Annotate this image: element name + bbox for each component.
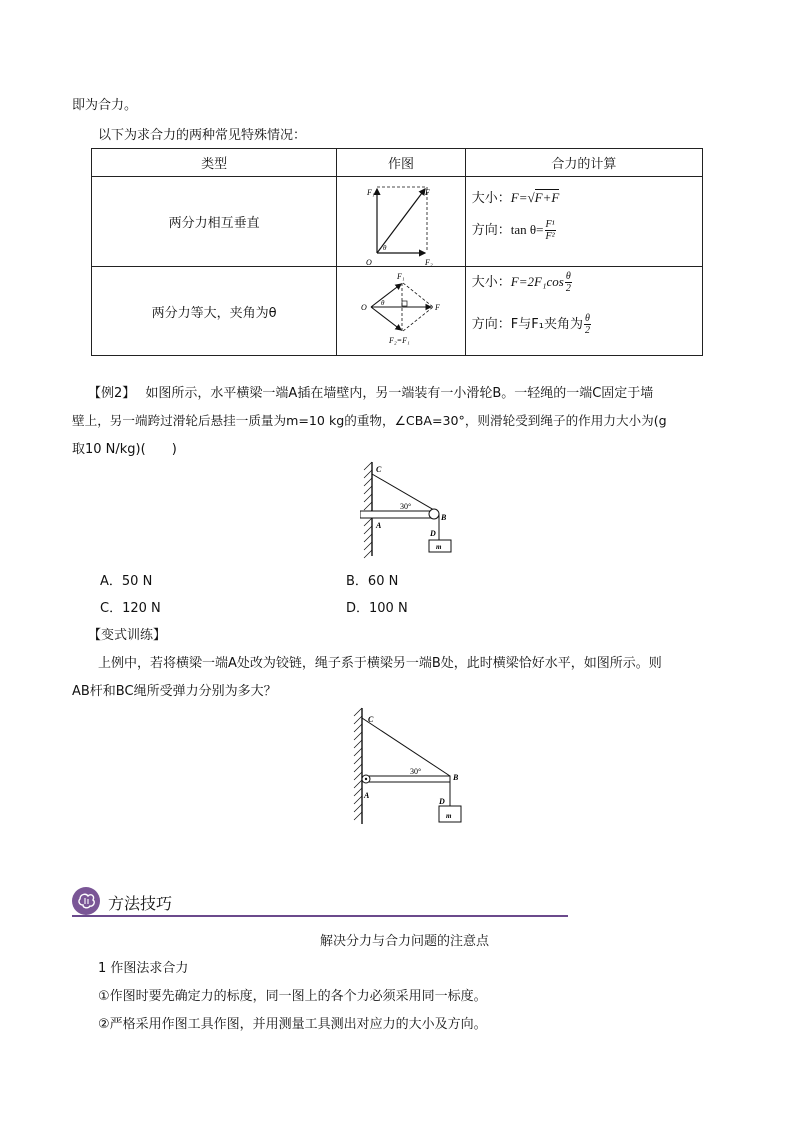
row1-magnitude-label: 大小： [471,191,511,206]
row2-type: 两分力等大，夹角为θ [92,267,337,356]
row2-magnitude-label: 大小： [471,275,511,290]
row2-direction-den: 2 [584,325,590,336]
option-a-letter: A． [100,574,122,589]
fig3-label-c: C [376,465,382,474]
row2-figure [337,267,466,356]
fig4-label-c: C [368,715,374,724]
hinged-beam-diagram [350,706,462,828]
option-b-value: 60 N [367,574,399,589]
example2-line1 [88,382,653,401]
fig2-label-o: O [361,303,367,312]
row1-direction-num: F¹ [545,219,555,230]
option-c[interactable] [100,597,161,616]
fig3-label-d: D [430,529,436,538]
fig1-label-f1: F₁ [367,188,375,197]
option-a[interactable] [100,570,152,589]
fig1-label-theta: θ [383,244,387,252]
option-b-letter: B． [346,574,368,589]
option-b[interactable] [346,570,398,589]
row1-type: 两分力相互垂直 [92,177,337,267]
fig4-label-a: A [364,791,370,800]
table-header-row [92,149,703,177]
fig1-label-o: O [366,258,372,266]
method-section-header [72,887,568,917]
method-section-title: 方法技巧 [108,894,173,913]
option-d-letter: D． [346,601,370,616]
row1-magnitude [472,187,560,206]
intro-line: 即为合力。 [72,98,138,113]
row1-magnitude-formula: F= [510,190,528,205]
row2-magnitude [472,271,573,294]
example2-text-line3: 取10 N/kg)( ) [72,442,177,457]
row1-direction-fraction [545,219,556,242]
variant-text-line1: 上例中，若将横梁一端A处改为铰链，绳子系于横梁另一端B处，此时横梁恰好水平，如图所示。则 [98,656,662,671]
header-figure: 作图 [337,149,466,177]
method-point1: 1 作图法求合力 [98,961,189,976]
fig3-label-m: m [436,543,442,551]
option-a-value: 50 N [121,574,153,589]
row1-direction-den: F² [545,231,555,242]
fig2-label-f: F [435,303,441,312]
row2-magnitude-fraction [565,271,572,294]
header-calc: 合力的计算 [465,149,702,177]
row2-calc [465,267,702,356]
force-table [91,148,703,356]
fig3-label-angle: 30° [400,502,412,511]
row1-calc [465,177,702,267]
row1-direction-formula: tan θ= [510,222,544,237]
fig2-label-f2: F₂=F₁ [389,336,410,345]
example2-text-line1: 如图所示，水平横梁一端A插在墙壁内，另一端装有一小滑轮B。一轻绳的一端C固定于墙 [145,386,654,401]
row2-direction-fraction [584,313,591,336]
variant-text-line2: AB杆和BC绳所受弹力分别为多大？ [72,684,277,699]
row2-direction-formula: F与F₁夹角为 [510,317,583,332]
row1-direction-label: 方向： [471,223,511,238]
fig4-label-d: D [439,797,445,806]
fig1-label-f: F [425,188,431,197]
method-subtitle: 解决分力与合力问题的注意点 [320,934,490,949]
example2-text-line2: 壁上，另一端跨过滑轮后悬挂一质量为m=10 kg的重物，∠CBA=30°，则滑轮受到绳子的作用力大小为(g [72,413,667,428]
option-c-letter: C． [100,601,123,616]
row2-direction-num: θ [585,313,590,324]
fig4-label-angle: 30° [410,767,422,776]
fig4-label-m: m [446,812,452,820]
perpendicular-forces-diagram [337,177,465,266]
fig4-label-b: B [453,773,459,782]
table-row [92,267,703,356]
fig2-label-theta: θ [381,299,385,307]
option-d[interactable] [346,597,408,616]
fig2-label-f1: F₁ [397,272,405,281]
option-d-value: 100 N [369,601,408,616]
brain-icon [72,887,100,915]
section-divider [72,915,568,917]
fig1-label-f2: F₂ [425,258,433,266]
row2-magnitude-num: θ [565,271,571,282]
row2-magnitude-den: 2 [565,283,571,294]
row1-figure [337,177,466,267]
row1-magnitude-sqrt: F+F [534,190,560,205]
equal-forces-diagram [337,267,465,355]
fig3-label-b: B [441,513,447,522]
sqrt-icon: √ [527,190,535,205]
header-type: 类型 [92,149,337,177]
fig3-label-a: A [376,521,382,530]
variant-title: 【变式训练】 [88,628,167,643]
row2-direction [472,313,592,336]
row1-direction [472,219,557,242]
pulley-beam-diagram [360,460,460,560]
method-item2: ②严格采用作图工具作图，并用测量工具测出对应力的大小及方向。 [98,1017,487,1032]
table-intro: 以下为求合力的两种常见特殊情况： [98,128,307,143]
option-c-value: 120 N [122,601,161,616]
table-row [92,177,703,267]
example2-tag: 【例2】 [88,386,136,401]
row2-direction-label: 方向： [471,317,511,332]
row2-magnitude-formula: F=2F₁cos [510,274,564,289]
method-item1: ①作图时要先确定力的标度，同一图上的各个力必须采用同一标度。 [98,989,487,1004]
